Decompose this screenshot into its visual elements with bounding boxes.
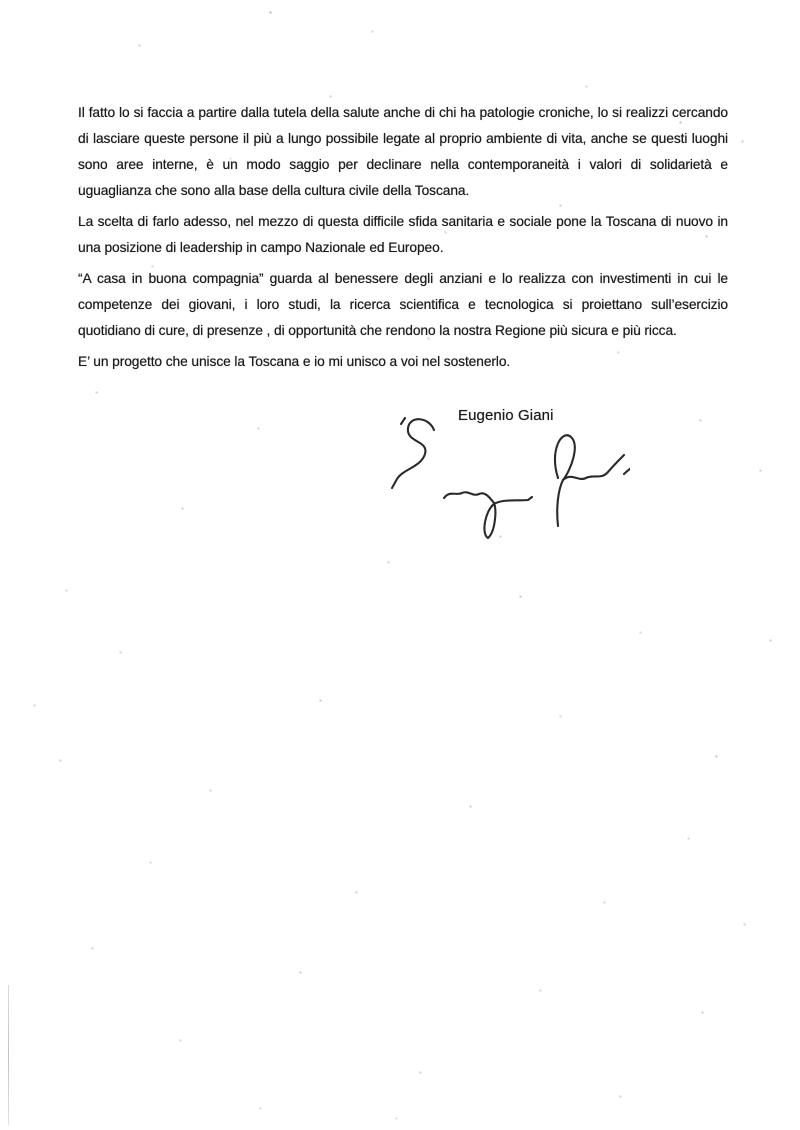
paragraph [78,100,728,204]
signer-name: Eugenio Giani [458,407,554,424]
paragraph-line: competenze dei giovani, i loro studi, la ricerca scientifica e tecnologica si proiettano sull’esercizio [78,297,728,312]
scan-noise-speckles [0,0,1,1]
handwritten-signature-icon [390,414,630,546]
letter-body [78,100,728,380]
paragraph [78,209,728,261]
paragraph [78,349,728,375]
paragraph-line: “A casa in buona compagnia” guarda al benessere degli anziani e lo realizza con investimenti in cui le [78,271,728,286]
paragraph-line: una posizione di leadership in campo Nazionale ed Europeo. [78,240,444,255]
paragraph-line: sono aree interne, è un modo saggio per declinare nella contemporaneità i valori di solidarietà e [78,157,728,172]
paragraph [78,266,728,344]
scanner-edge-artifact [8,985,9,1125]
paragraph-line: quotidiano di cure, di presenze , di opportunità che rendono la nostra Regione più sicura e più ricca. [78,323,677,338]
paragraph-line: E’ un progetto che unisce la Toscana e io mi unisco a voi nel sostenerlo. [78,354,511,369]
paragraph-line: La scelta di farlo adesso, nel mezzo di questa difficile sfida sanitaria e sociale pone la Toscana di nuovo in [78,214,728,229]
paragraph-line: uguaglianza che sono alla base della cultura civile della Toscana. [78,183,470,198]
paragraph-line: Il fatto lo si faccia a partire dalla tutela della salute anche di chi ha patologie croniche, lo si realizzi cercando [78,105,728,120]
paragraph-line: di lasciare queste persone il più a lungo possibile legate al proprio ambiente di vita, anche se questi luoghi [78,131,728,146]
